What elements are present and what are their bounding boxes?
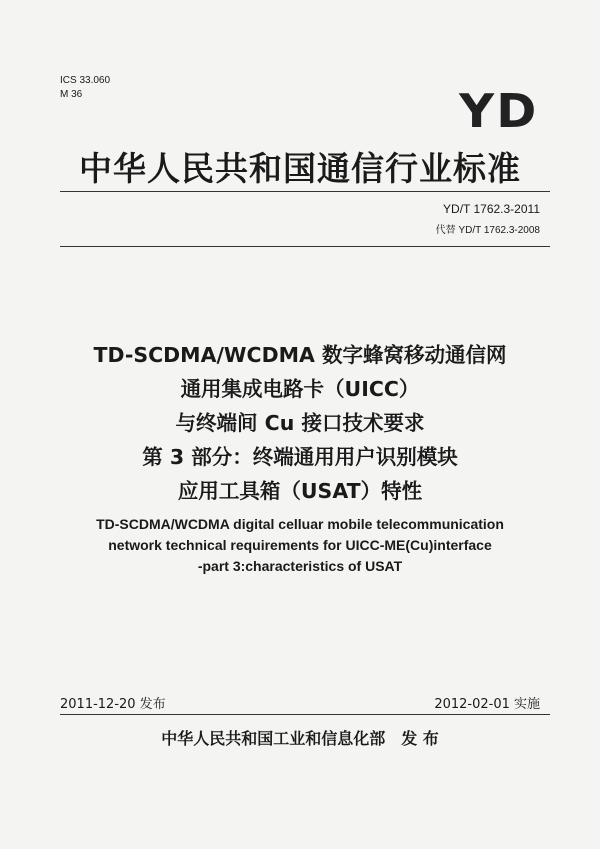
standard-number: YD/T 1762.3-2011 <box>443 202 540 216</box>
replaces-note: 代替 YD/T 1762.3-2008 <box>435 225 540 236</box>
chinese-title <box>0 338 600 508</box>
chinese-title-line: 通用集成电路卡（UICC） <box>180 377 420 401</box>
issuing-authority: 中华人民共和国工业和信息化部 发 布 <box>161 729 439 748</box>
english-title-line: -part 3:characteristics of USAT <box>197 558 403 574</box>
standard-category-title: 中华人民共和国通信行业标准 <box>79 149 521 188</box>
issue-date: 2011-12-20 发布 <box>60 697 166 712</box>
yd-logo: YD <box>458 84 538 138</box>
code-divider <box>60 246 550 247</box>
standard-codes <box>436 202 540 236</box>
english-title-line: network technical requirements for UICC-ME(Cu)interface <box>108 537 492 553</box>
ics-code: ICS 33.060 <box>60 75 111 86</box>
english-title-line: TD-SCDMA/WCDMA digital celluar mobile telecommunication <box>96 516 504 532</box>
classification-code: M 36 <box>60 89 83 100</box>
chinese-title-line: 应用工具箱（USAT）特性 <box>177 479 423 503</box>
top-divider <box>60 191 550 192</box>
bottom-divider <box>60 714 550 715</box>
implementation-date: 2012-02-01 实施 <box>434 697 540 712</box>
chinese-title-line: TD-SCDMA/WCDMA 数字蜂窝移动通信网 <box>93 343 507 367</box>
chinese-title-line: 与终端间 Cu 接口技术要求 <box>175 411 425 435</box>
classification-block <box>60 74 110 102</box>
chinese-title-line: 第 3 部分：终端通用用户识别模块 <box>142 445 458 469</box>
english-title <box>0 514 600 577</box>
